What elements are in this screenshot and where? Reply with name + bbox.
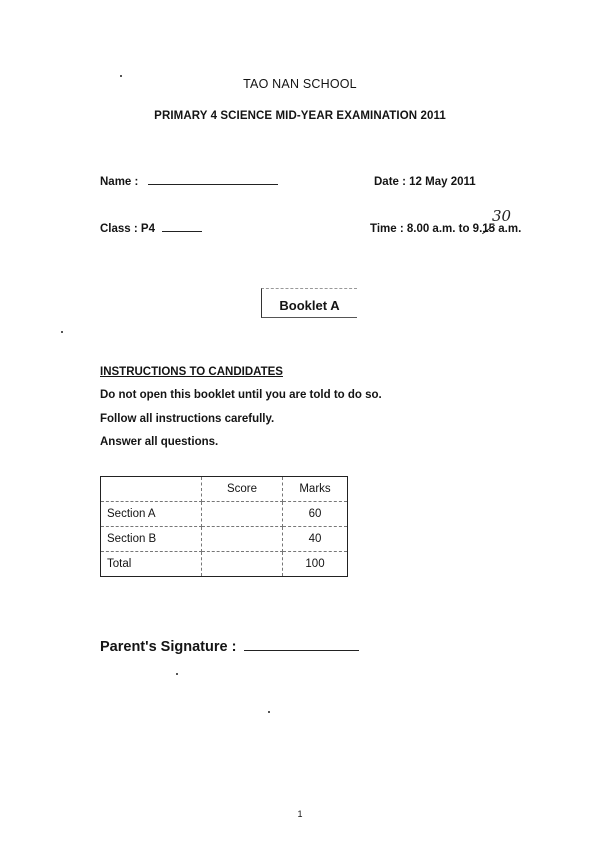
- booklet-label: Booklet A: [261, 288, 357, 318]
- class-label: Class : P4: [100, 223, 155, 235]
- instruction-item: Do not open this booklet until you are told to do so.: [100, 389, 382, 401]
- table-header-score: Score: [202, 477, 283, 502]
- name-blank: [148, 184, 278, 185]
- parent-signature-label: Parent's Signature :: [100, 639, 237, 655]
- instruction-item: Answer all questions.: [100, 436, 219, 448]
- school-name: TAO NAN SCHOOL: [243, 77, 357, 91]
- score-table: [100, 476, 348, 577]
- row-score: [202, 502, 283, 527]
- instruction-item: Follow all instructions carefully.: [100, 413, 275, 425]
- row-marks: 40: [283, 527, 348, 552]
- time-suffix: a.m.: [498, 223, 522, 235]
- exam-title: PRIMARY 4 SCIENCE MID-YEAR EXAMINATION 2011: [154, 110, 446, 122]
- scan-speck: [61, 331, 63, 333]
- class-blank: [162, 231, 202, 232]
- scan-speck: [176, 673, 178, 675]
- table-row: [101, 502, 348, 527]
- time-prefix: Time : 8.00 a.m. to 9.: [370, 223, 483, 235]
- row-score: [202, 527, 283, 552]
- class-field: [100, 223, 202, 235]
- row-label: Total: [101, 552, 202, 577]
- row-label: Section B: [101, 527, 202, 552]
- row-marks: 100: [283, 552, 348, 577]
- row-label: Section A: [101, 502, 202, 527]
- parent-signature-field: [100, 639, 359, 655]
- table-row: [101, 527, 348, 552]
- time-handwritten-correction: 30: [492, 207, 512, 225]
- scan-speck: [268, 711, 270, 713]
- row-marks: 60: [283, 502, 348, 527]
- signature-blank: [244, 650, 359, 651]
- row-score: [202, 552, 283, 577]
- page-number: 1: [297, 809, 303, 819]
- time-struck-value: 15: [482, 223, 496, 235]
- instructions-title: INSTRUCTIONS TO CANDIDATES: [100, 366, 283, 378]
- name-label: Name :: [100, 176, 139, 188]
- table-header-marks: Marks: [283, 477, 348, 502]
- table-header-cell: [101, 477, 202, 502]
- name-field: [100, 176, 278, 188]
- exam-date: Date : 12 May 2011: [374, 176, 476, 188]
- table-header-row: [101, 477, 348, 502]
- scan-speck: [120, 75, 122, 77]
- table-row: [101, 552, 348, 577]
